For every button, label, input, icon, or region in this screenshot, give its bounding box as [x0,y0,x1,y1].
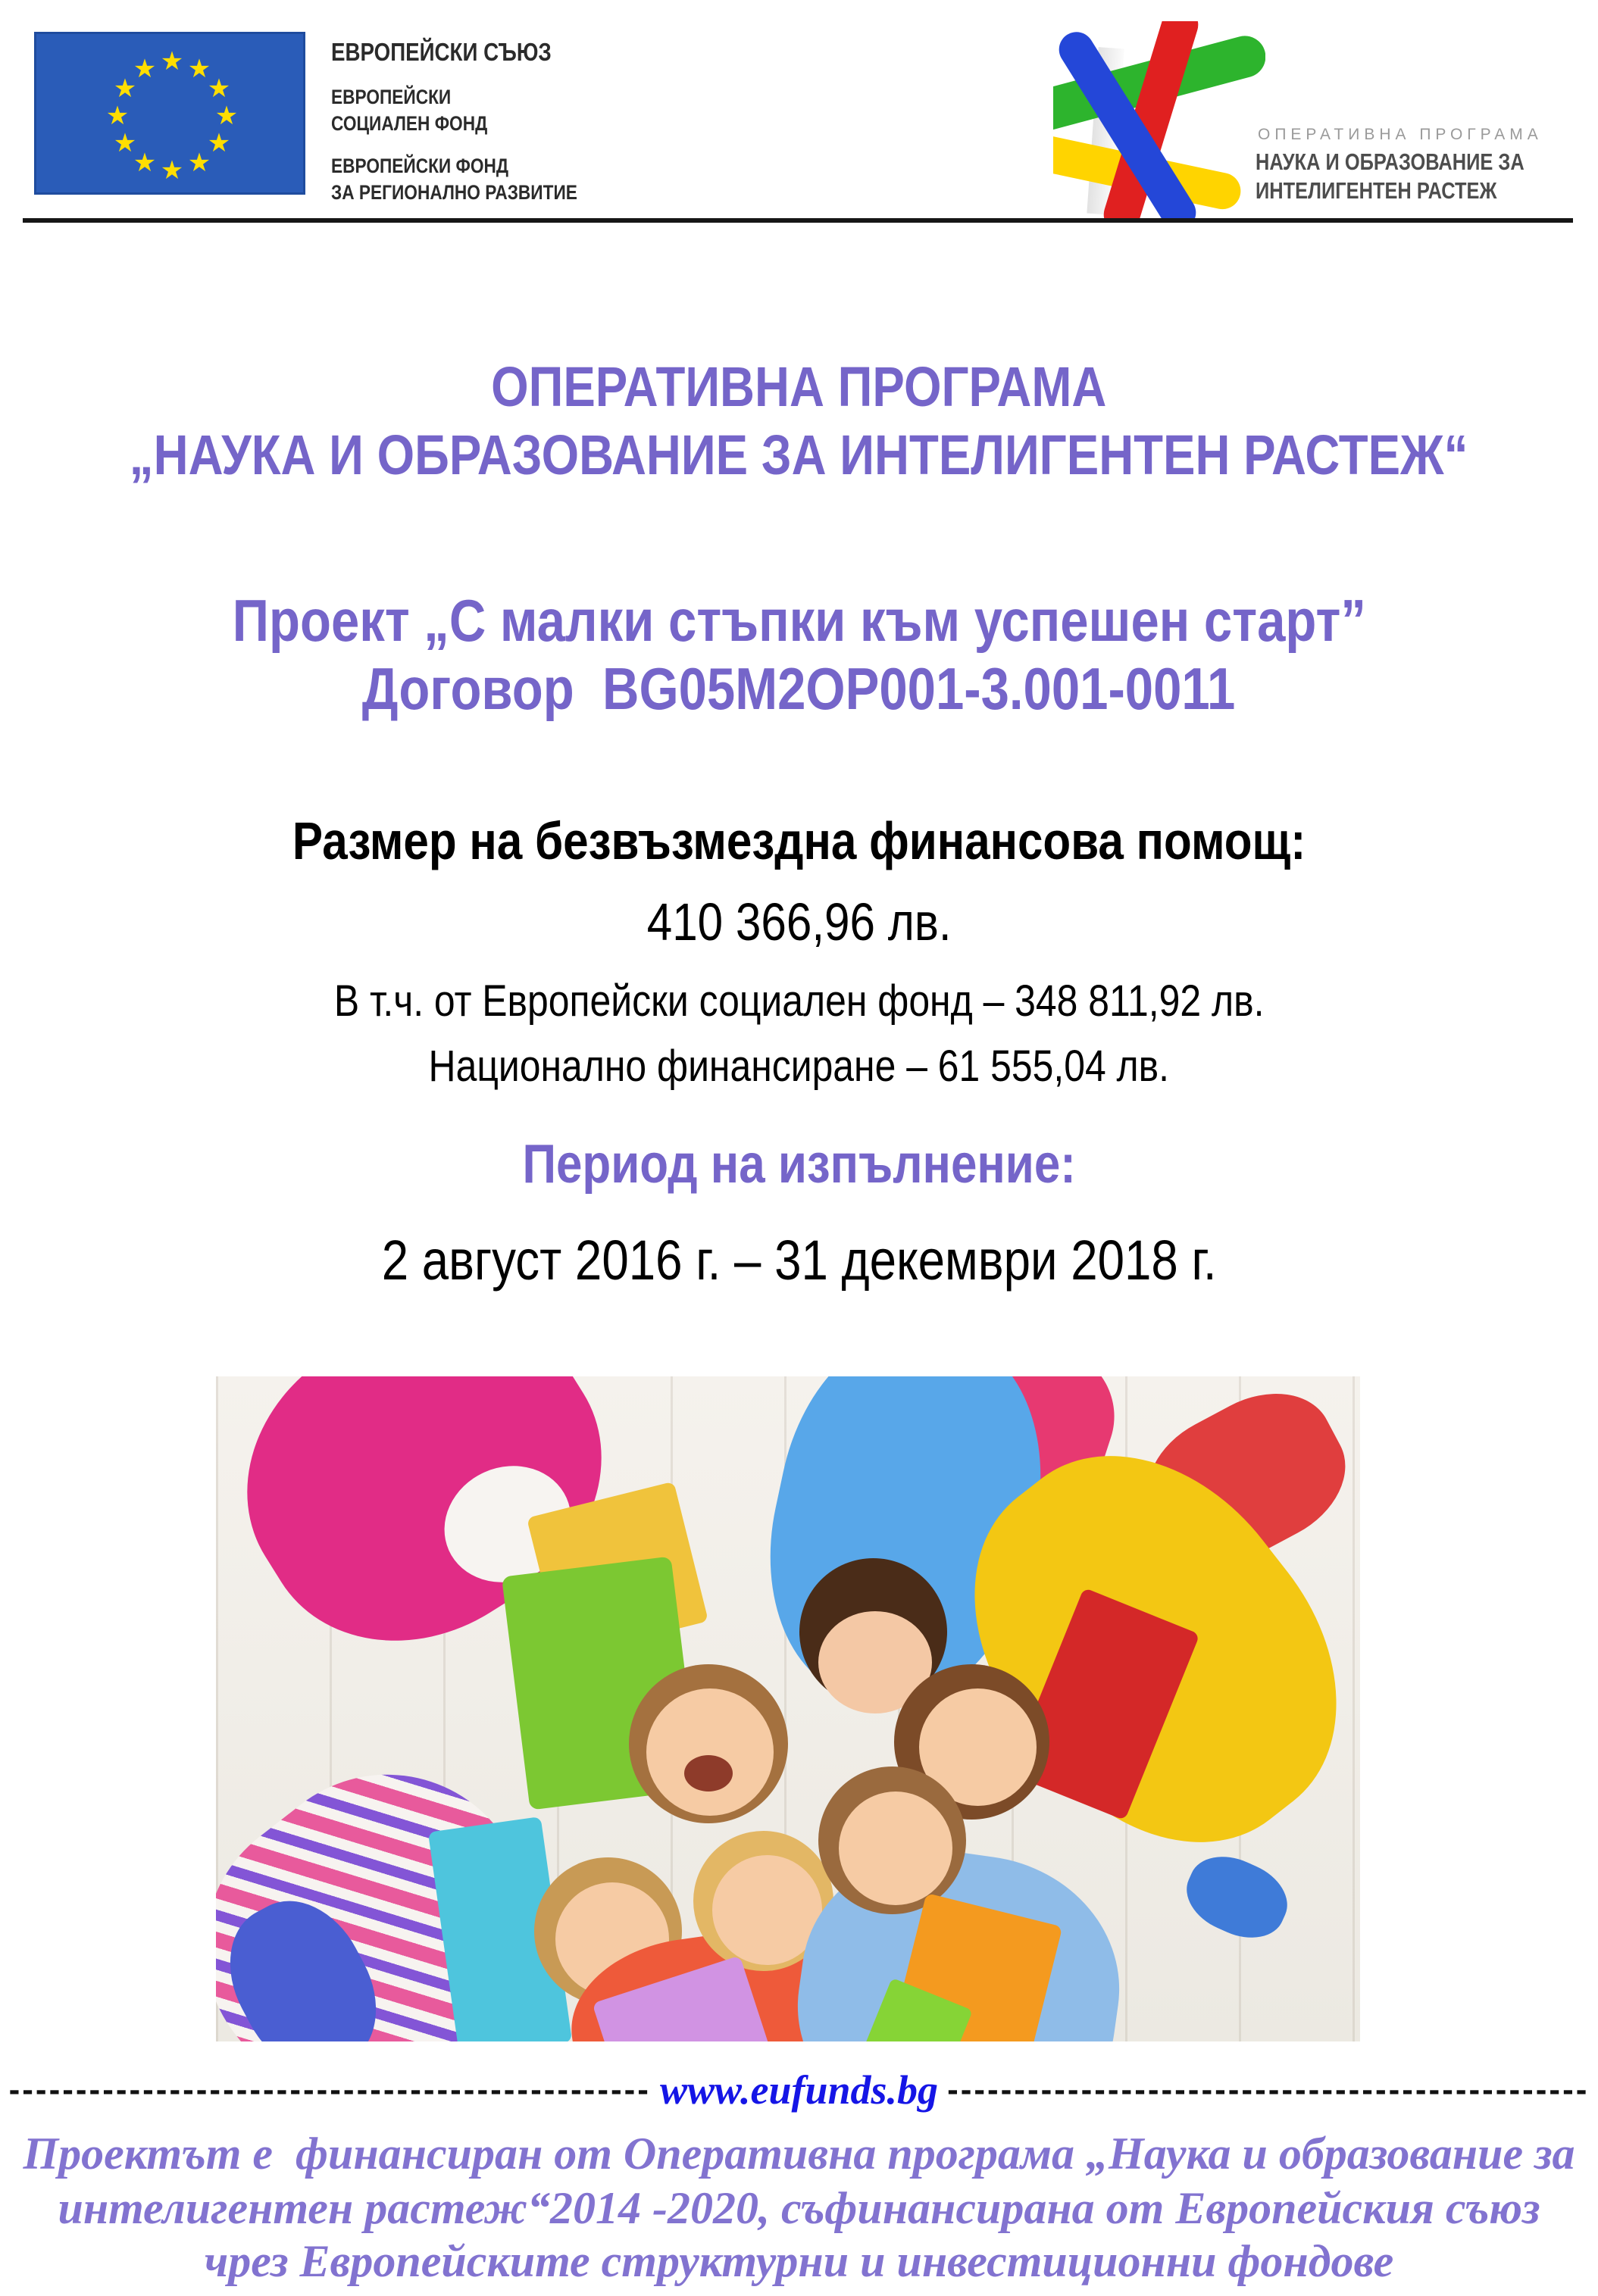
eufunds-link[interactable]: www.eufunds.bg [659,2067,939,2113]
eu-star-icon: ★ [214,102,239,130]
grant-heading: Размер на безвъзмездна финансова помощ: [292,811,1306,870]
eu-star-icon: ★ [187,55,211,83]
eu-esf-label-line2: СОЦИАЛЕН ФОНД [331,112,488,135]
period-heading: Период на изпълнение: [522,1134,1076,1195]
op-logo-graphic [1053,21,1265,218]
eu-erdf-label-line2: ЗА РЕГИОНАЛНО РАЗВИТИЕ [331,181,577,204]
grant-esf-share: В т.ч. от Европейски социален фонд – 348 811,92 лв. [333,976,1265,1026]
dash-separator-right: ------------------------------------------------ [947,2071,1590,2108]
children-photo [216,1376,1360,2041]
eu-star-icon: ★ [160,47,184,76]
eu-flag-logo [34,32,305,195]
contract-number: Договор BG05M2OP001-3.001-0011 [362,655,1236,722]
op-logo-kicker: ОПЕРАТИВНА ПРОГРАМА [1258,126,1543,143]
photo-denim-girl-face [839,1792,952,1905]
eu-star-icon: ★ [113,129,137,158]
funding-note-line1: Проектът е финансиран от Оперативна програма „Наука и образование за [23,2129,1575,2179]
project-name: Проект „С малки стъпки към успешен старт” [232,587,1366,654]
eu-esf-label-line1: ЕВРОПЕЙСКИ [331,86,452,108]
eu-union-label: ЕВРОПЕЙСКИ СЪЮЗ [331,38,552,66]
photo-toddler-face [646,1688,774,1816]
funding-note-line3: чрез Европейските структурни и инвестиционни фондове [204,2236,1394,2286]
header-divider [23,218,1573,223]
op-logo-title-line2: ИНТЕЛИГЕНТЕН РАСТЕЖ [1256,177,1497,204]
eu-star-icon: ★ [207,74,231,103]
eu-star-icon: ★ [187,148,211,177]
funding-note-line2: интелигентен растеж“2014 -2020, съфинансирана от Европейския съюз [58,2183,1540,2233]
eu-star-icon: ★ [113,74,137,103]
eu-star-icon: ★ [207,129,231,158]
dash-separator-left: ------------------------------------------------ [8,2071,651,2108]
period-value: 2 август 2016 г. – 31 декември 2018 г. [381,1229,1217,1292]
op-logo-title-line1: НАУКА И ОБРАЗОВАНИЕ ЗА [1256,148,1525,175]
eu-star-icon: ★ [133,148,157,177]
eu-star-icon: ★ [133,55,157,83]
photo-toddler-mouth [684,1755,733,1792]
program-title-line2: „НАУКА И ОБРАЗОВАНИЕ ЗА ИНТЕЛИГЕНТЕН РАСТЕЖ“ [130,423,1468,486]
eu-erdf-label-line1: ЕВРОПЕЙСКИ ФОНД [331,155,509,177]
footer-link-row [0,2066,1598,2113]
eu-star-icon: ★ [105,102,130,130]
eu-star-icon: ★ [160,156,184,185]
grant-total: 410 366,96 лв. [646,892,952,951]
program-title-line1: ОПЕРАТИВНА ПРОГРАМА [491,355,1107,418]
grant-national-share: Национално финансиране – 61 555,04 лв. [428,1042,1170,1091]
